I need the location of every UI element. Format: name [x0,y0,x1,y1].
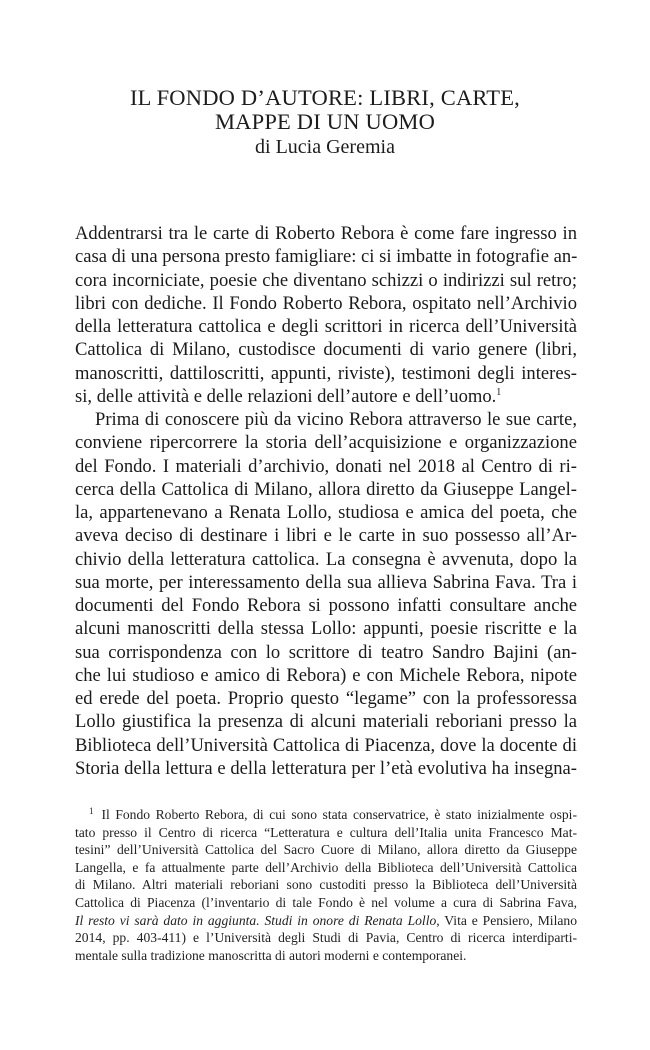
body-line: alcuni manoscritti della stessa Lollo: appunti, poesie riscritte e la [75,618,577,640]
chapter-title [75,86,575,134]
body-line: Biblioteca dell’Università Cattolica di Piacenza, dove la docente di [75,734,577,756]
footnote-line: Cattolica di Piacenza (l’inventario di tale Fondo è nel volume a cura di Sabrina Fava, [75,894,577,910]
footnote-line [75,806,577,824]
body-line-indented: Prima di conoscere più da vicino Rebora attraverso le sue carte, [95,409,577,430]
body-line: ed erede del poeta. Proprio questo “legame” con la professoressa [75,688,577,709]
body-line: documenti del Fondo Rebora si possono infatti consultare anche [75,595,577,616]
body-line: della letteratura cattolica e degli scrittori in ricerca dell’Università [75,316,577,337]
body-line: Cattolica di Milano, custodisce documenti di vario genere (libri, [75,339,577,361]
footnote-line: mentale sulla tradizione manoscritta di autori moderni e contemporanei. [75,947,467,963]
body-line: sua morte, per interessamento della sua allieva Sabrina Fava. Tra i [75,571,577,593]
body-line: del Fondo. I materiali d’archivio, donati nel 2018 al Centro di ri- [75,455,577,477]
body-line: che lui studioso e amico di Rebora) e con Michele Rebora, nipote [75,664,577,686]
footnote-line: di Milano. Altri materiali reboriani sono custoditi presso la Biblioteca dell’Università [75,877,577,893]
footnote-line [75,912,577,930]
footnote-line: Langella, e fa attualmente parte dell’Archivio della Biblioteca dell’Università Cattolica [75,859,577,875]
body-line: la, appartenevano a Renata Lollo, studiosa e amica del poeta, che [75,502,577,523]
body-line: chivio della letteratura cattolica. La consegna è avvenuta, dopo la [75,548,577,570]
body-line-paragraph-end [75,385,577,408]
body-line: Addentrarsi tra le carte di Roberto Rebora è come fare ingresso in [75,223,577,244]
body-text [75,222,577,780]
body-line: libri con dediche. Il Fondo Roberto Rebora, ospitato nell’Archivio [75,292,577,314]
body-line: Storia della lettura e della letteratura per l’età evolutiva ha insegna- [75,757,577,779]
chapter-title-line-2: MAPPE DI UN UOMO [214,109,436,134]
body-line: cerca della Cattolica di Milano, allora diretto da Giuseppe Langel- [75,478,577,500]
footnote-reference: 1 [496,386,502,398]
body-line: cora incorniciate, poesie che diventano schizzi o indirizzi sul retro; [75,269,577,291]
body-line: conviene ripercorrere la storia dell’acquisizione e organizzazione [75,432,577,454]
footnote-line-text: , Vita e Pensiero, Milano [436,912,577,928]
chapter-title-line-1: IL FONDO D’AUTORE: LIBRI, CARTE, [129,85,521,110]
footnote-line-text: Il Fondo Roberto Rebora, di cui sono stata conservatrice, è stato inizialmente ospi- [101,807,577,822]
body-line-text: si, delle attività e delle relazioni dell’autore e dell’uomo. [75,385,497,407]
footnote-line: tato presso il Centro di ricerca “Letteratura e cultura dell’Italia unita Francesco Mat- [75,824,577,840]
footnote [75,806,577,964]
body-line: manoscritti, dattiloscritti, appunti, riviste), testimoni degli interes- [75,362,577,384]
footnote-number: 1 [89,806,94,816]
body-line: Lollo giustifica la presenza di alcuni materiali reboriani presso la [75,711,577,733]
body-line: aveva deciso di destinare i libri e le carte in suo possesso all’Ar- [75,525,577,547]
footnote-line: tesini” dell’Università Cattolica del Sacro Cuore di Milano, allora diretto da Giuseppe [75,842,577,858]
chapter-author: di Lucia Geremia [255,136,395,158]
footnote-line: 2014, pp. 403-411) e l’Università degli Studi di Pavia, Centro di ricerca interdiparti- [75,930,577,946]
footnote-book-title: Il resto vi sarà dato in aggiunta. Studi in onore di Renata Lollo [75,912,437,928]
body-line: casa di una persona presto famigliare: ci si imbatte in fotografie an- [75,246,578,268]
body-line: sua corrispondenza con lo scrittore di teatro Sandro Bajini (an- [75,641,577,663]
